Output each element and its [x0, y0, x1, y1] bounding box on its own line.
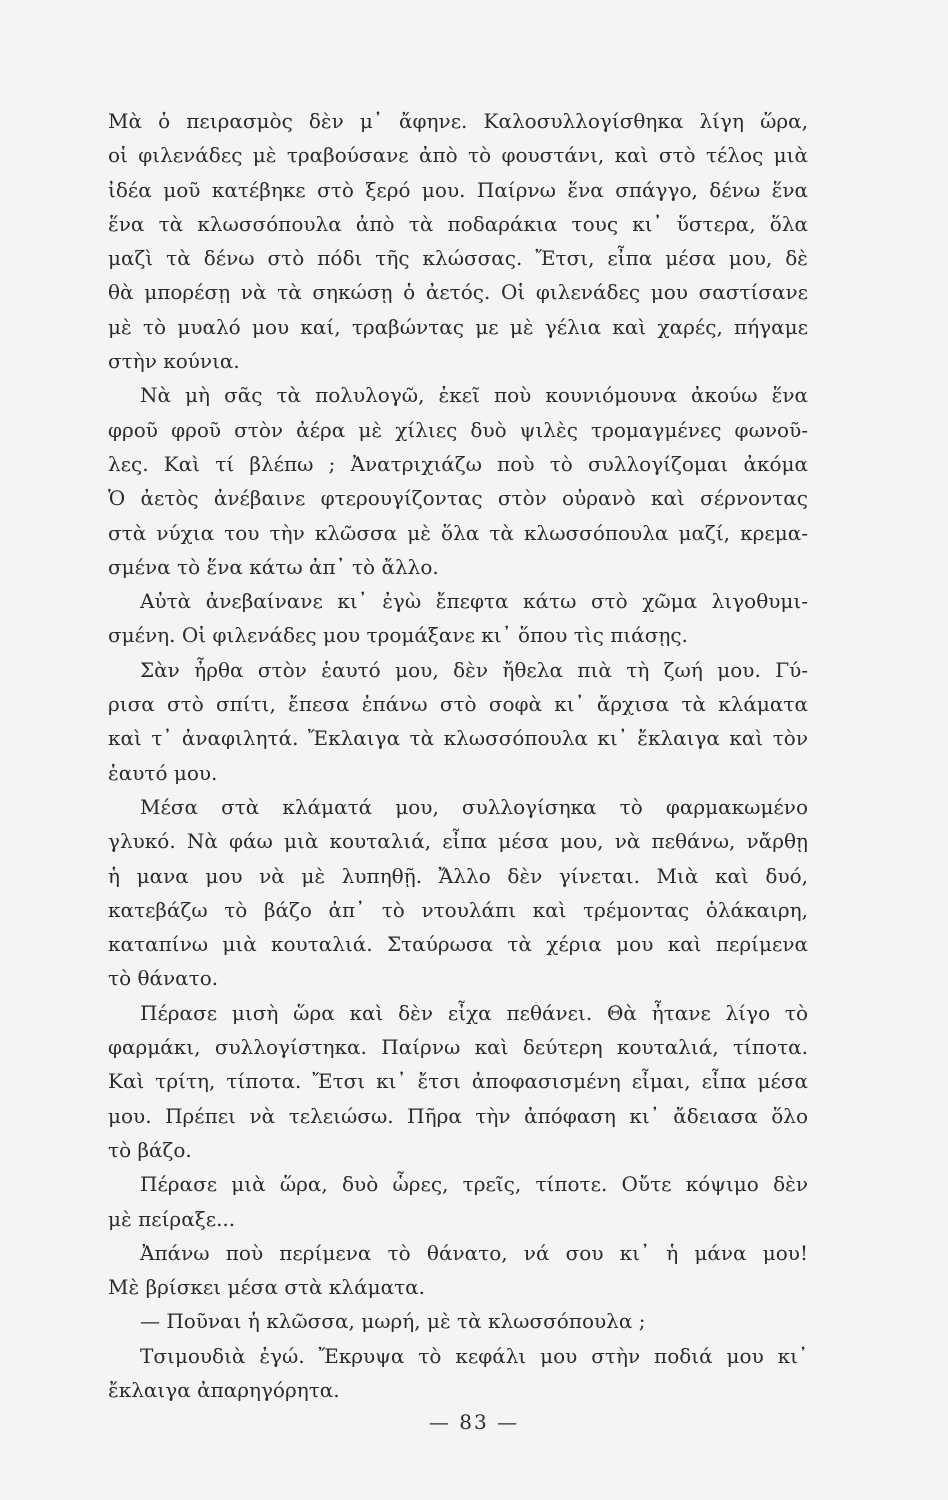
text-line: ἑαυτό μου.	[108, 760, 218, 785]
text-line: καταπίνω μιὰ κουταλιά. Σταύρωσα τὰ χέρια μου καὶ περίμενα	[108, 932, 808, 957]
text-line: ἔκλαιγα ἀπαρηγόρητα.	[108, 1377, 340, 1402]
text-line: φαρμάκι, συλλογίστηκα. Παίρνω καὶ δεύτερη κουταλιά, τίποτα.	[108, 1035, 808, 1060]
text-line: στὴν κούνια.	[108, 349, 240, 374]
text-line: ἰδέα μοῦ κατέβηκε στὸ ξερό μου. Παίρνω ἕνα σπάγγο, δένω ἕνα	[108, 177, 808, 202]
text-line: φροῦ φροῦ στὸν ἀέρα μὲ χίλιες δυὸ ψιλὲς τρομαγμένες φωνοῦ-	[108, 417, 808, 442]
text-line: — Ποῦναι ἡ κλῶσσα, μωρή, μὲ τὰ κλωσσόπουλα ;	[140, 1309, 646, 1334]
text-line: Ἀπάνω ποὺ περίμενα τὸ θάνατο, νά σου κι᾽ ἡ μάνα μου!	[140, 1240, 808, 1265]
text-line: λες. Καὶ τί βλέπω ; Ἀνατριχιάζω ποὺ τὸ συλλογίζομαι ἀκόμα	[108, 451, 808, 476]
text-line: καὶ τ᾽ ἀναφιλητά. Ἔκλαιγα τὰ κλωσσόπουλα κι᾽ ἔκλαιγα καὶ τὸν	[108, 726, 808, 751]
text-line: σμένα τὸ ἕνα κάτω ἀπ᾽ τὸ ἄλλο.	[108, 554, 439, 579]
text-line: Σὰν ἦρθα στὸν ἑαυτό μου, δὲν ἤθελα πιὰ τὴ ζωή μου. Γύ-	[140, 657, 808, 682]
page-number: — 83 —	[428, 1410, 520, 1434]
text-line: στὰ νύχια του τὴν κλῶσσα μὲ ὅλα τὰ κλωσσόπουλα μαζί, κρεμα-	[108, 520, 808, 545]
text-line: μου. Πρέπει νὰ τελειώσω. Πῆρα τὴν ἀπόφαση κι᾽ ἄδειασα ὅλο	[108, 1103, 808, 1128]
text-line: Καὶ τρίτη, τίποτα. Ἔτσι κι᾽ ἔτσι ἀποφασισμένη εἶμαι, εἶπα μέσα	[108, 1069, 808, 1094]
text-line: Μὲ βρίσκει μέσα στὰ κλάματα.	[108, 1275, 426, 1300]
text-line: γλυκό. Νὰ φάω μιὰ κουταλιά, εἶπα μέσα μου, νὰ πεθάνω, νἄρθῃ	[108, 829, 808, 854]
text-line: Αὐτὰ ἀνεβαίνανε κι᾽ ἐγὼ ἔπεφτα κάτω στὸ χῶμα λιγοθυμι-	[140, 589, 808, 614]
text-line: μὲ τὸ μυαλό μου καί, τραβώντας με μὲ γέλια καὶ χαρές, πήγαμε	[108, 314, 808, 339]
text-line: ἡ μανα μου νὰ μὲ λυπηθῇ. Ἄλλο δὲν γίνεται. Μιὰ καὶ δυό,	[108, 863, 808, 888]
text-line: Πέρασε μισὴ ὥρα καὶ δὲν εἶχα πεθάνει. Θὰ ἦτανε λίγο τὸ	[140, 1000, 808, 1025]
text-line: Πέρασε μιὰ ὥρα, δυὸ ὧρες, τρεῖς, τίποτε. Οὔτε κόψιμο δὲν	[140, 1172, 808, 1197]
text-line: ἕνα τὰ κλωσσόπουλα ἀπὸ τὰ ποδαράκια τους κι᾽ ὕστερα, ὅλα	[108, 211, 808, 236]
text-line: κατεβάζω τὸ βάζο ἀπ᾽ τὸ ντουλάπι καὶ τρέμοντας ὁλάκαιρη,	[108, 897, 808, 922]
body-text	[108, 104, 808, 1407]
text-line: οἱ φιλενάδες μὲ τραβούσανε ἀπὸ τὸ φουστάνι, καὶ στὸ τέλος μιὰ	[108, 143, 808, 168]
text-line: μαζὶ τὰ δένω στὸ πόδι τῆς κλώσσας. Ἔτσι, εἶπα μέσα μου, δὲ	[108, 246, 808, 271]
text-line: Τσιμουδιὰ ἐγώ. Ἔκρυψα τὸ κεφάλι μου στὴν ποδιά μου κι᾽	[140, 1343, 808, 1368]
text-line: ρισα στὸ σπίτι, ἔπεσα ἐπάνω στὸ σοφὰ κι᾽ ἄρχισα τὰ κλάματα	[108, 692, 808, 717]
text-line: Μέσα στὰ κλάματά μου, συλλογίσηκα τὸ φαρμακωμένο	[140, 794, 808, 819]
text-line: τὸ βάζο.	[108, 1137, 192, 1162]
text-line: Ὁ ἀετὸς ἀνέβαινε φτερουγίζοντας στὸν οὐρανὸ καὶ σέρνοντας	[108, 486, 808, 511]
text-line: σμένη. Οἱ φιλενάδες μου τρομάξανε κι᾽ ὅπου τὶς πιάσῃς.	[108, 623, 688, 648]
text-line: μὲ πείραξε...	[108, 1206, 236, 1231]
text-line: Μὰ ὁ πειρασμὸς δὲν μ᾽ ἄφηνε. Καλοσυλλογίσθηκα λίγη ὥρα,	[108, 109, 808, 133]
text-line: θὰ μπορέσῃ νὰ τὰ σηκώσῃ ὁ ἀετός. Οἱ φιλενάδες μου σαστίσανε	[108, 280, 808, 305]
text-line: Νὰ μὴ σᾶς τὰ πολυλογῶ, ἐκεῖ ποὺ κουνιόμουνα ἀκούω ἕνα	[140, 383, 808, 408]
text-line: τὸ θάνατο.	[108, 966, 219, 991]
